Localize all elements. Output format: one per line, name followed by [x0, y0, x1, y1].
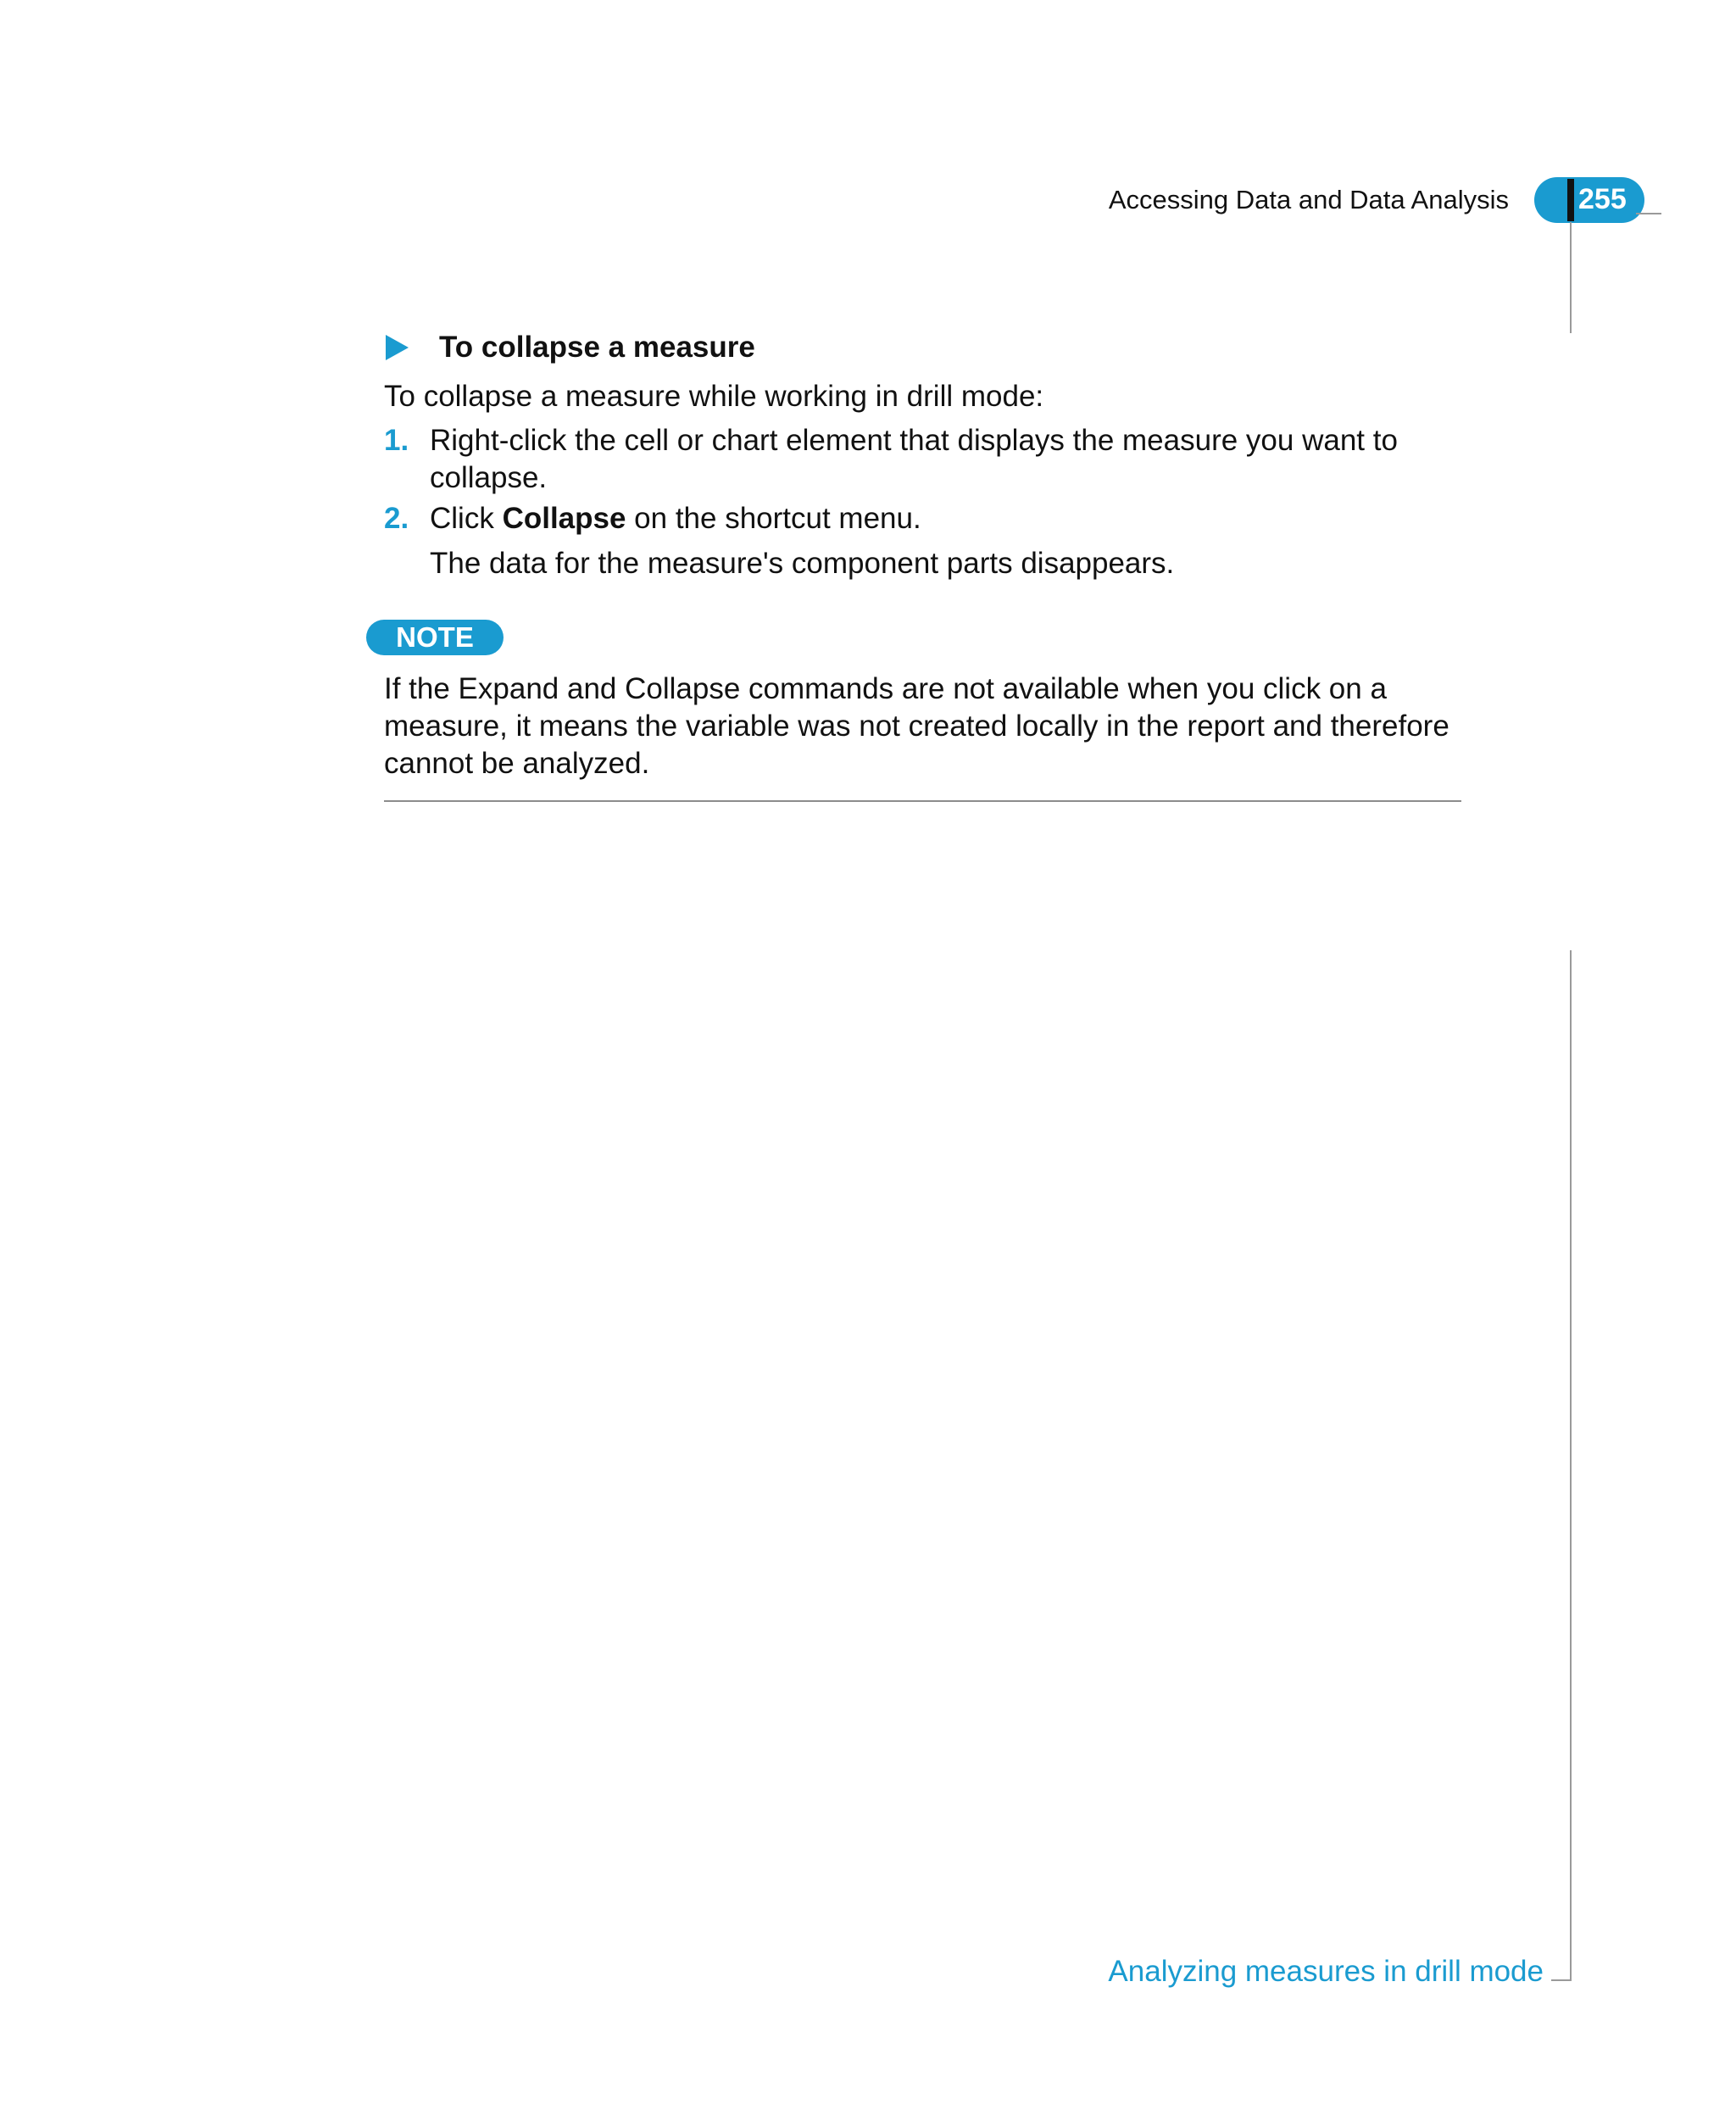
note-text: If the Expand and Collapse commands are not available when you click on a measure, it means the variable was not created locally in the report and therefore cannot be analyzed. [384, 672, 1449, 780]
procedure-intro: To collapse a measure while working in drill mode: [384, 380, 1044, 413]
collapse-command: Collapse [502, 502, 626, 535]
header-rule [1636, 213, 1661, 214]
page-tab-marker [1567, 179, 1574, 221]
step-text-1: Right-click the cell or chart element that displays the measure you want to collapse. [430, 424, 1398, 494]
step-2-result: The data for the measure's component parts disappears. [430, 547, 1175, 580]
step-text-2 [430, 500, 1481, 537]
triangle-right-icon [386, 335, 409, 360]
note-badge: NOTE [366, 620, 504, 655]
step-number-1: 1. [384, 424, 409, 457]
note-divider [384, 800, 1461, 802]
running-foot: Analyzing measures in drill mode [1108, 1955, 1544, 1988]
procedure-heading: To collapse a measure [439, 331, 755, 364]
margin-rule-bottom [1570, 950, 1572, 1981]
footer-rule [1551, 1979, 1572, 1981]
step-2-text-after: on the shortcut menu. [626, 502, 921, 535]
page-number: 255 [1578, 183, 1627, 215]
margin-rule-top [1570, 222, 1572, 333]
step-number-2: 2. [384, 502, 409, 535]
step-2-text-before: Click [430, 502, 503, 535]
running-head: Accessing Data and Data Analysis [1108, 185, 1509, 214]
